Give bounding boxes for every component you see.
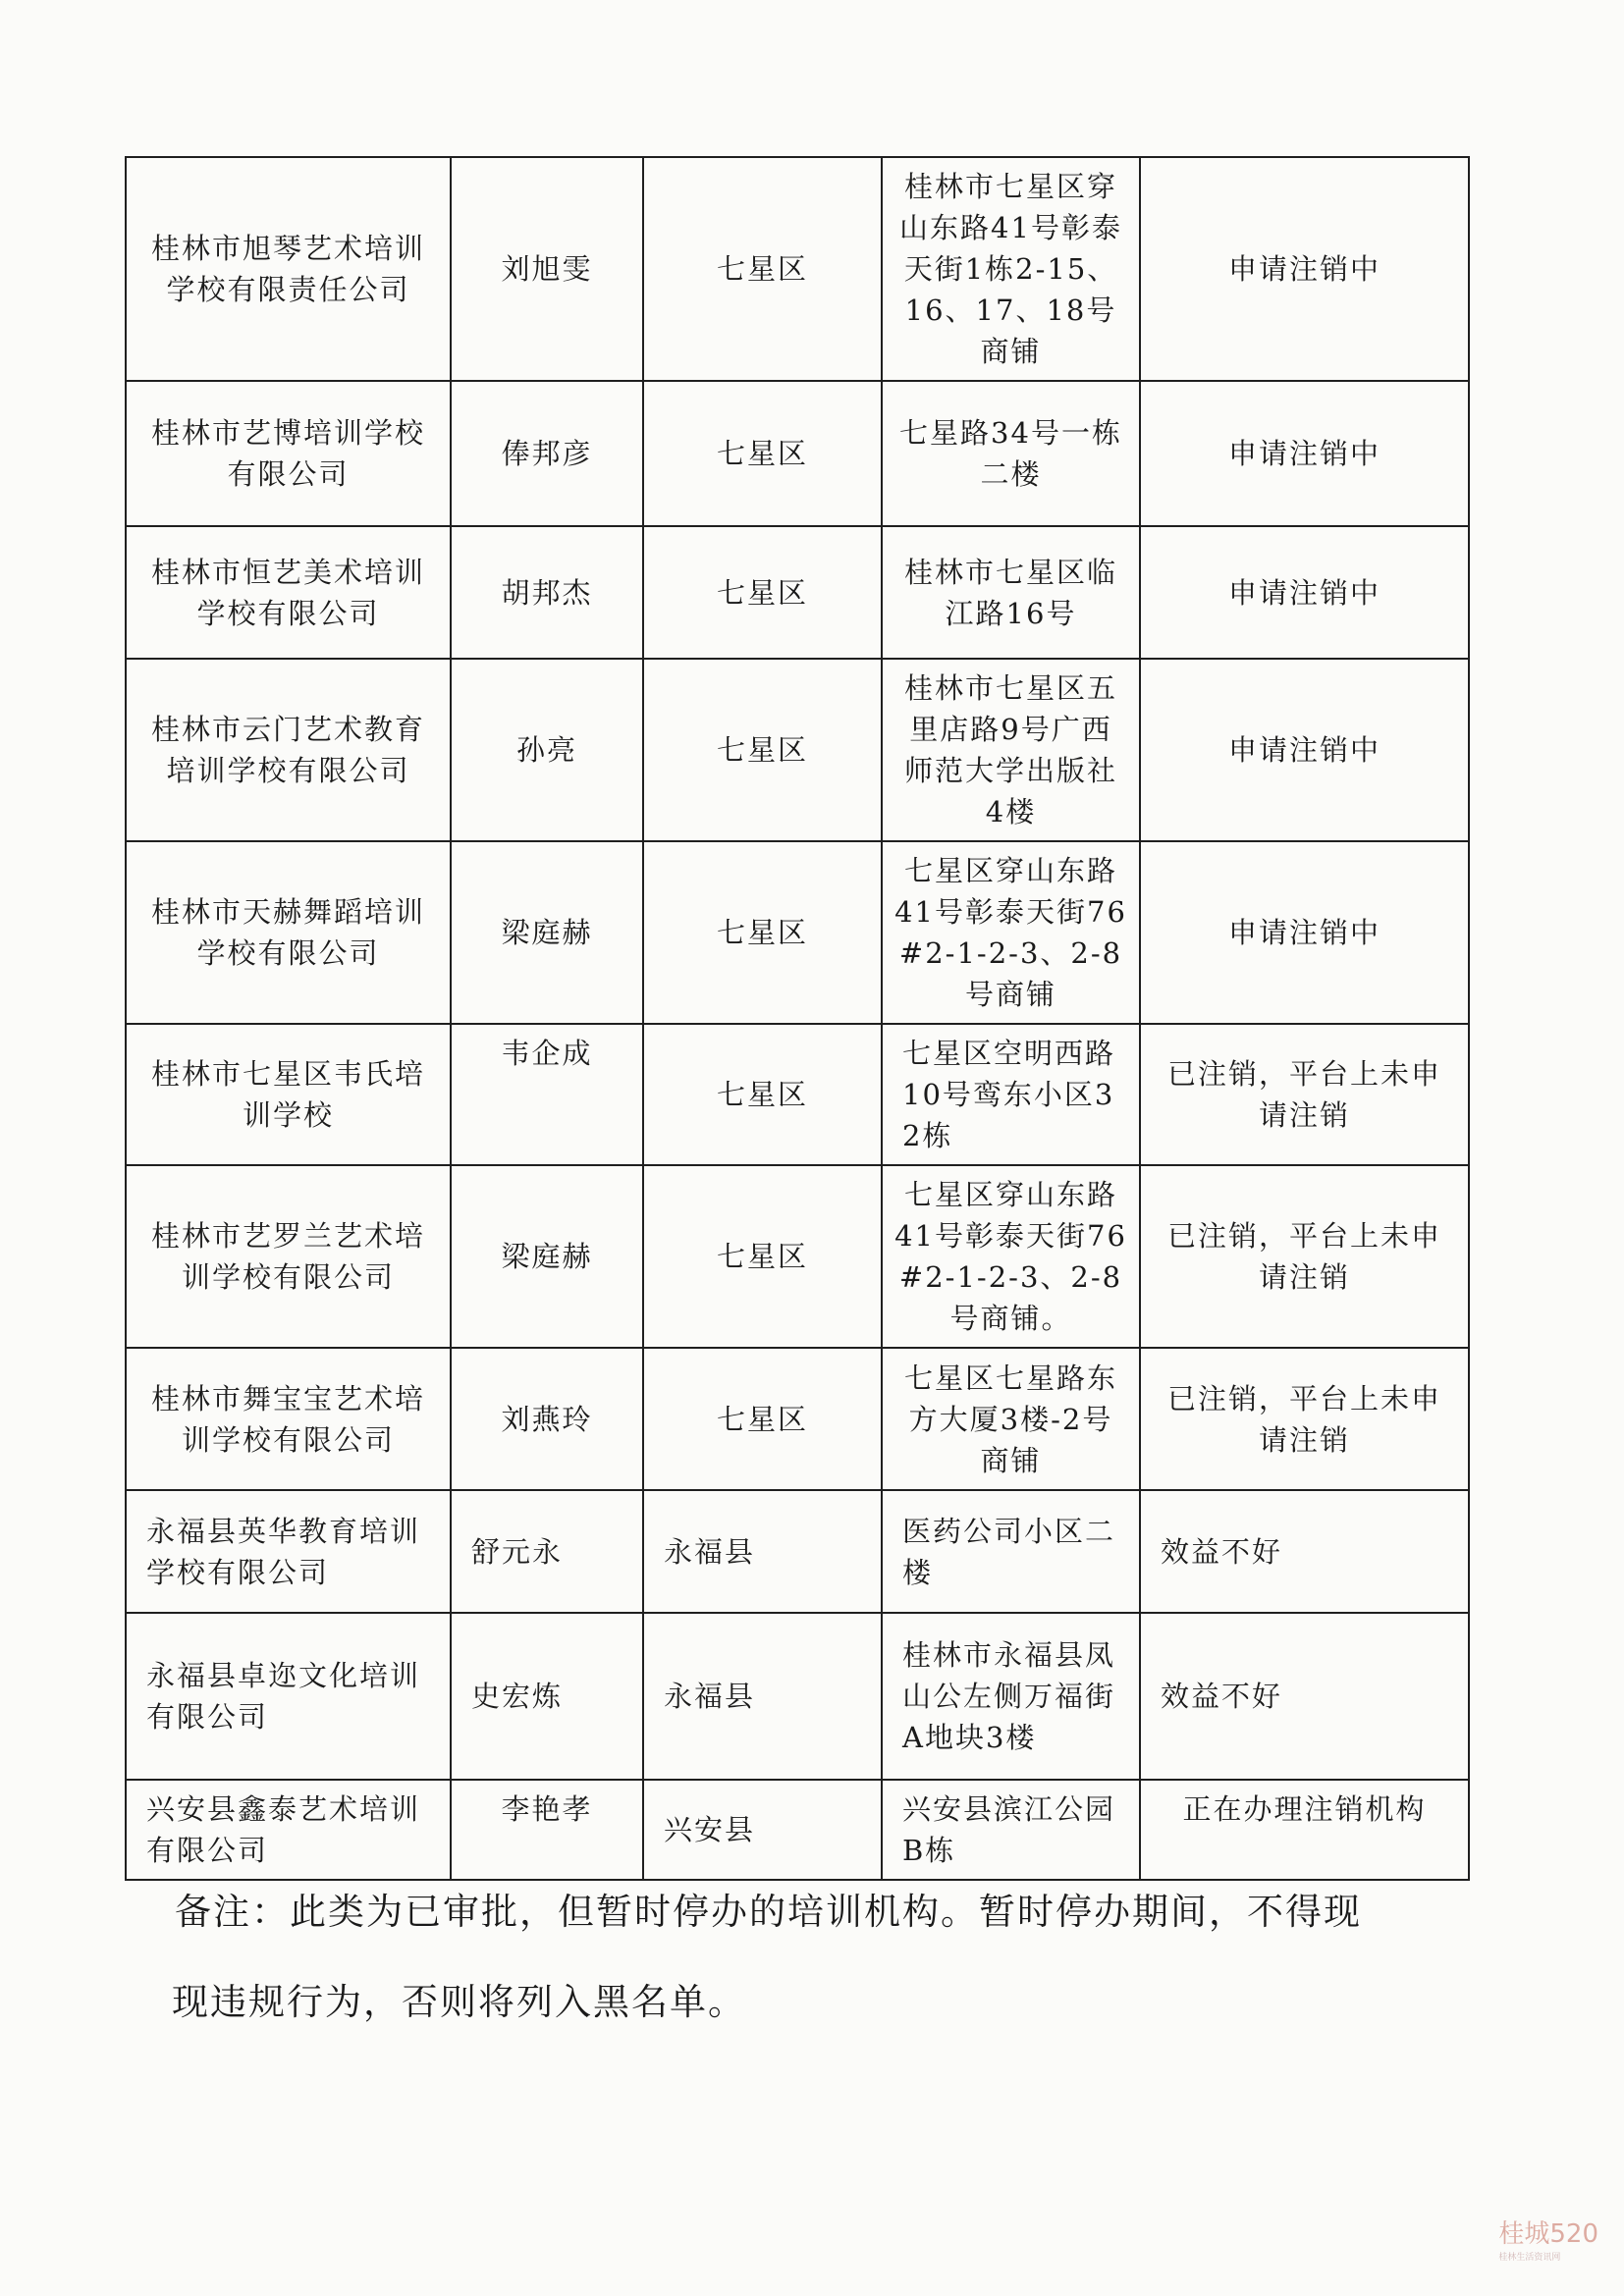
district: 兴安县 bbox=[643, 1780, 882, 1880]
status: 已注销，平台上未申请注销 bbox=[1140, 1348, 1469, 1490]
district: 七星区 bbox=[643, 1348, 882, 1490]
table-row bbox=[126, 526, 1469, 659]
address: 桂林市七星区临江路16号 bbox=[882, 526, 1140, 659]
legal-person: 俸邦彦 bbox=[451, 381, 643, 526]
table-row bbox=[126, 1613, 1469, 1780]
institution-name: 桂林市天赫舞蹈培训学校有限公司 bbox=[126, 841, 451, 1024]
remark-line-2: 现违规行为，否则将列入黑名单。 bbox=[172, 1981, 746, 2023]
institution-name: 桂林市七星区韦氏培训学校 bbox=[126, 1024, 451, 1165]
district: 七星区 bbox=[643, 526, 882, 659]
status: 申请注销中 bbox=[1140, 157, 1469, 381]
institution-name: 桂林市艺罗兰艺术培训学校有限公司 bbox=[126, 1165, 451, 1348]
legal-person: 李艳孝 bbox=[451, 1780, 643, 1880]
institution-name: 永福县英华教育培训学校有限公司 bbox=[126, 1490, 451, 1613]
address: 七星区七星路东方大厦3楼-2号商铺 bbox=[882, 1348, 1140, 1490]
status: 效益不好 bbox=[1140, 1613, 1469, 1780]
address: 七星区穿山东路41号彰泰天街76#2-1-2-3、2-8号商铺 bbox=[882, 841, 1140, 1024]
district: 七星区 bbox=[643, 841, 882, 1024]
address: 七星区穿山东路41号彰泰天街76#2-1-2-3、2-8号商铺。 bbox=[882, 1165, 1140, 1348]
status: 申请注销中 bbox=[1140, 659, 1469, 841]
district: 七星区 bbox=[643, 157, 882, 381]
table-row bbox=[126, 1490, 1469, 1613]
status: 申请注销中 bbox=[1140, 381, 1469, 526]
table-row bbox=[126, 1780, 1469, 1880]
address: 桂林市七星区五里店路9号广西师范大学出版社4楼 bbox=[882, 659, 1140, 841]
legal-person: 胡邦杰 bbox=[451, 526, 643, 659]
status: 效益不好 bbox=[1140, 1490, 1469, 1613]
address: 兴安县滨江公园B栋 bbox=[882, 1780, 1140, 1880]
watermark-subtext: 桂林生活资讯网 bbox=[1498, 2253, 1561, 2263]
legal-person: 刘旭雯 bbox=[451, 157, 643, 381]
status: 申请注销中 bbox=[1140, 526, 1469, 659]
table-row bbox=[126, 1348, 1469, 1490]
table-row bbox=[126, 659, 1469, 841]
status: 已注销，平台上未申请注销 bbox=[1140, 1024, 1469, 1165]
remark-line-1: 备注：此类为已审批，但暂时停办的培训机构。暂时停办期间，不得现 bbox=[175, 1891, 1362, 1933]
legal-person: 梁庭赫 bbox=[451, 841, 643, 1024]
table-row bbox=[126, 1165, 1469, 1348]
legal-person: 梁庭赫 bbox=[451, 1165, 643, 1348]
table-row bbox=[126, 381, 1469, 526]
legal-person: 刘燕玲 bbox=[451, 1348, 643, 1490]
legal-person: 孙亮 bbox=[451, 659, 643, 841]
address: 七星区空明西路10号鸾东小区32栋 bbox=[882, 1024, 1140, 1165]
institution-name: 兴安县鑫泰艺术培训有限公司 bbox=[126, 1780, 451, 1880]
legal-person: 舒元永 bbox=[451, 1490, 643, 1613]
legal-person: 史宏炼 bbox=[451, 1613, 643, 1780]
status: 正在办理注销机构 bbox=[1140, 1780, 1469, 1880]
legal-person: 韦企成 bbox=[451, 1024, 643, 1165]
table-row bbox=[126, 1024, 1469, 1165]
address: 医药公司小区二楼 bbox=[882, 1490, 1140, 1613]
district: 七星区 bbox=[643, 1165, 882, 1348]
institution-name: 桂林市艺博培训学校有限公司 bbox=[126, 381, 451, 526]
status: 已注销，平台上未申请注销 bbox=[1140, 1165, 1469, 1348]
district: 七星区 bbox=[643, 1024, 882, 1165]
institution-name: 桂林市恒艺美术培训学校有限公司 bbox=[126, 526, 451, 659]
institution-name: 桂林市云门艺术教育培训学校有限公司 bbox=[126, 659, 451, 841]
table-row bbox=[126, 841, 1469, 1024]
status: 申请注销中 bbox=[1140, 841, 1469, 1024]
district: 七星区 bbox=[643, 659, 882, 841]
district: 永福县 bbox=[643, 1613, 882, 1780]
address: 七星路34号一栋二楼 bbox=[882, 381, 1140, 526]
site-watermark bbox=[1498, 2214, 1598, 2263]
table-row bbox=[126, 157, 1469, 381]
institution-table bbox=[125, 156, 1470, 1881]
remark-note bbox=[172, 1867, 1451, 2048]
institution-name: 桂林市舞宝宝艺术培训学校有限公司 bbox=[126, 1348, 451, 1490]
institution-name: 桂林市旭琴艺术培训学校有限责任公司 bbox=[126, 157, 451, 381]
institution-name: 永福县卓迩文化培训有限公司 bbox=[126, 1613, 451, 1780]
district: 永福县 bbox=[643, 1490, 882, 1613]
watermark-logo-text: 桂城520 bbox=[1498, 2219, 1598, 2249]
address: 桂林市永福县凤山公左侧万福街A地块3楼 bbox=[882, 1613, 1140, 1780]
address: 桂林市七星区穿山东路41号彰泰天街1栋2-15、16、17、18号商铺 bbox=[882, 157, 1140, 381]
district: 七星区 bbox=[643, 381, 882, 526]
